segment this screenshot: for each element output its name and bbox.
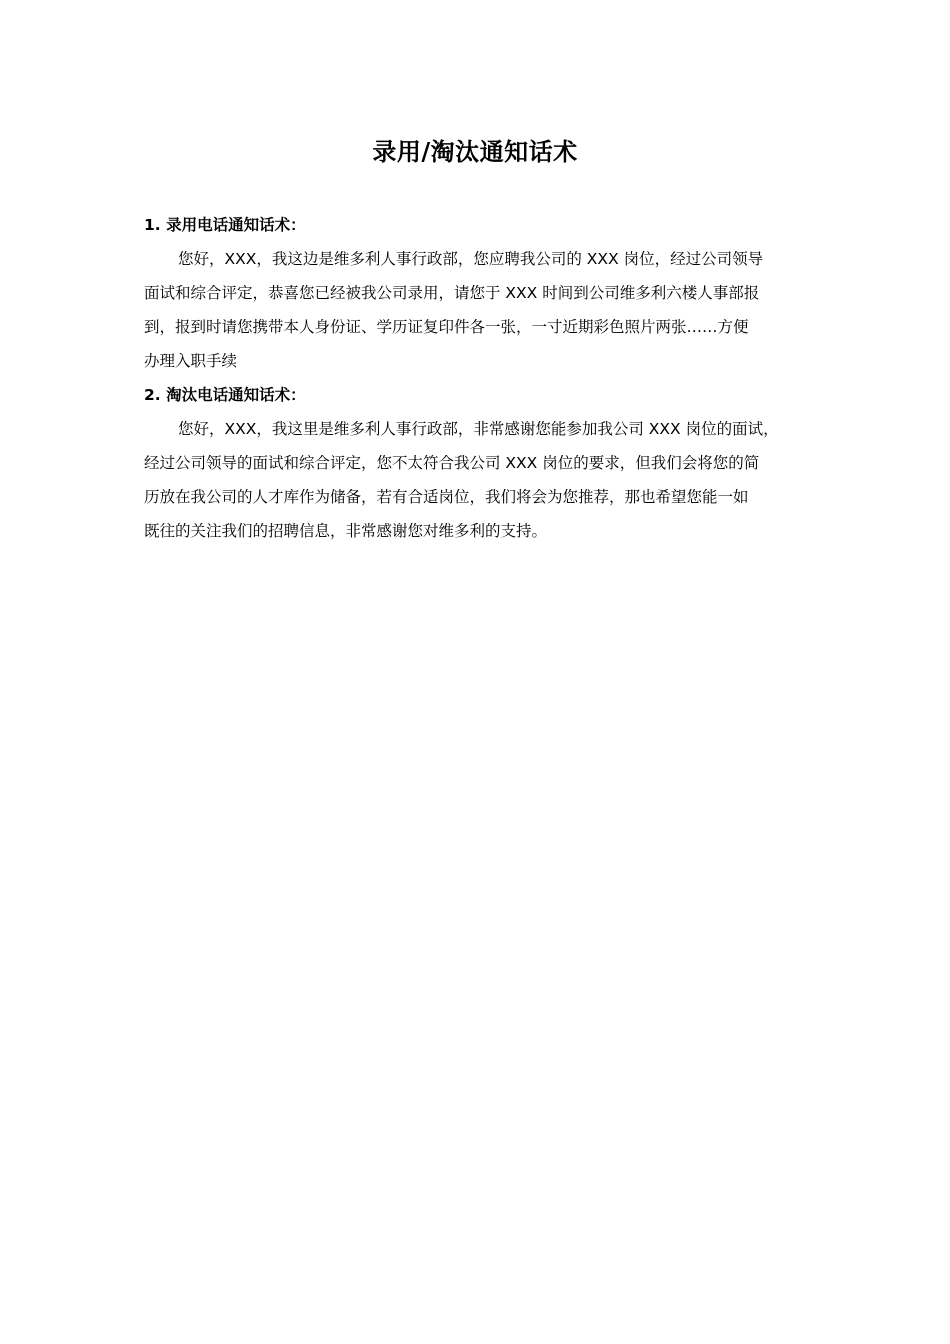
paragraph-line: 既往的关注我们的招聘信息，非常感谢您对维多利的支持。 bbox=[144, 522, 548, 540]
section-reject-notice bbox=[144, 378, 810, 548]
paragraph-line: 历放在我公司的人才库作为储备，若有合适岗位，我们将会为您推荐，那也希望您能一如 bbox=[144, 488, 749, 506]
paragraph-line: 面试和综合评定，恭喜您已经被我公司录用，请您于 XXX 时间到公司维多利六楼人事部报 bbox=[144, 284, 760, 302]
paragraph-line: 您好，XXX，我这边是维多利人事行政部，您应聘我公司的 XXX 岗位，经过公司领导 bbox=[178, 250, 764, 268]
section-heading-reject: 2. 淘汰电话通知话术： bbox=[144, 386, 306, 404]
paragraph-line: 经过公司领导的面试和综合评定，您不太符合我公司 XXX 岗位的要求，但我们会将您的简 bbox=[144, 454, 760, 472]
section-heading-hire: 1. 录用电话通知话术： bbox=[144, 216, 306, 234]
paragraph-line: 到，报到时请您携带本人身份证、学历证复印件各一张，一寸近期彩色照片两张……方便 bbox=[144, 318, 749, 336]
section-hire-notice bbox=[144, 208, 810, 378]
paragraph-reject-script bbox=[144, 412, 810, 548]
document-body bbox=[144, 208, 810, 548]
paragraph-line: 办理入职手续 bbox=[144, 352, 238, 370]
document-title: 录用/淘汰通知话术 bbox=[372, 137, 578, 166]
paragraph-hire-script bbox=[144, 242, 810, 378]
paragraph-line: 您好，XXX，我这里是维多利人事行政部，非常感谢您能参加我公司 XXX 岗位的面试， bbox=[178, 420, 779, 438]
